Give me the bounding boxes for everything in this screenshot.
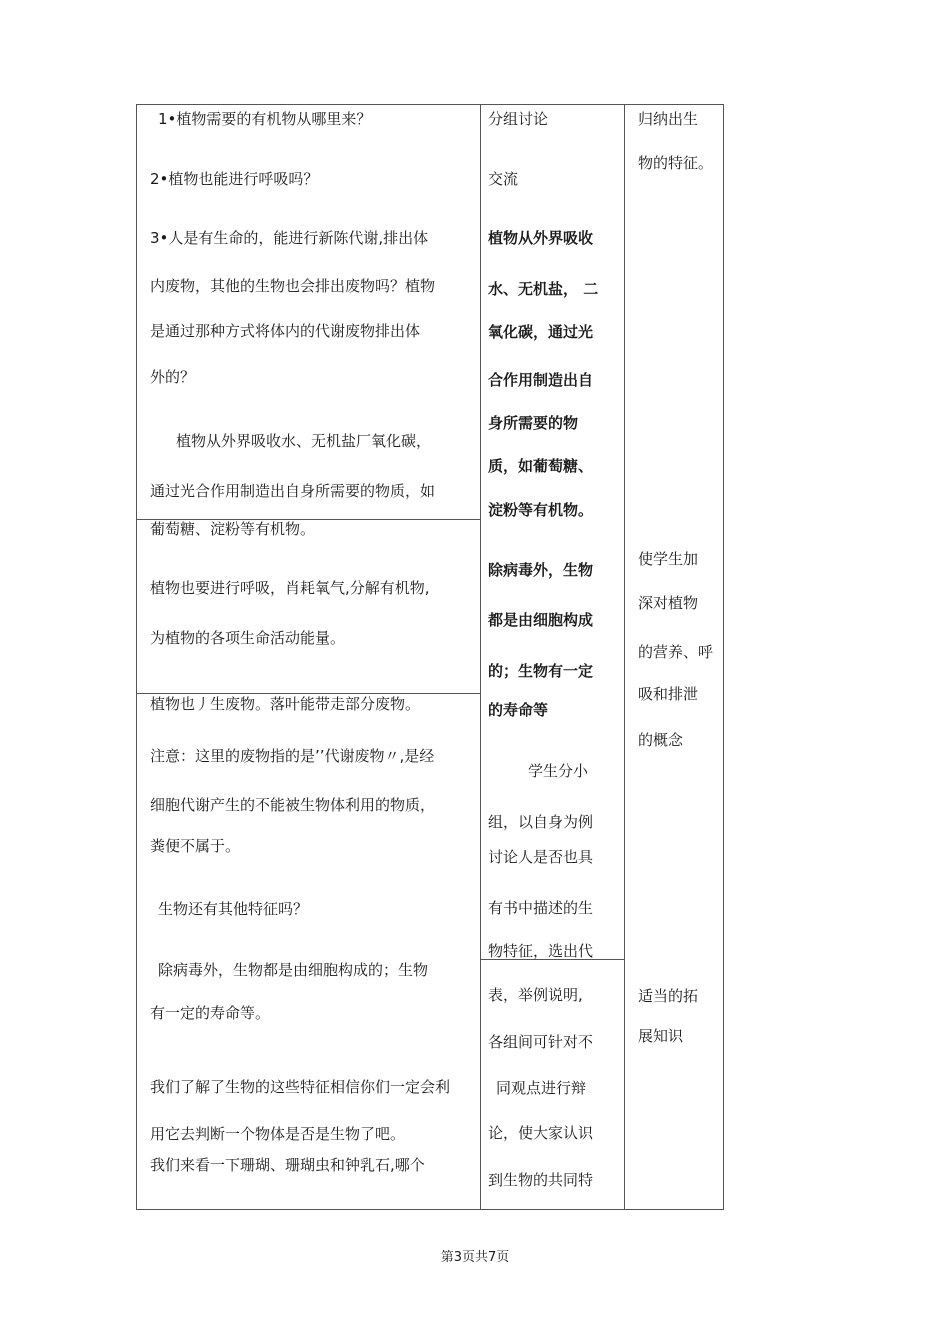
activity-description-line: 到生物的共同特 bbox=[488, 1171, 594, 1189]
purpose-line: 吸和排泄 bbox=[638, 685, 699, 703]
answer-4-line: 除病毒外，生物都是由细胞构成的；生物 bbox=[158, 961, 429, 979]
activity-answer-line: 合作用制造出自 bbox=[488, 371, 594, 389]
purpose-line: 使学生加 bbox=[638, 550, 699, 568]
answer-2-line: 为植物的各项生命活动能量。 bbox=[150, 629, 346, 647]
answer-3-line: 注意：这里的废物指的是’’代谢废物〃,是经 bbox=[150, 747, 435, 765]
answer-2-line: 植物也要进行呼吸，肖耗氧气,分解有机物, bbox=[150, 579, 430, 597]
question-3-line: 内废物，其他的生物也会排出废物吗？植物 bbox=[150, 277, 436, 295]
activity-answer-line: 氧化碳，通过光 bbox=[488, 323, 594, 341]
activity-answer-line: 质，如葡萄糖、 bbox=[488, 457, 594, 475]
activity-description-line: 各组间可针对不 bbox=[488, 1033, 594, 1051]
answer-4-line: 有一定的寿命等。 bbox=[150, 1004, 271, 1022]
closing-line: 我们了解了生物的这些特征相信你们一定会利 bbox=[150, 1078, 451, 1096]
column-divider-1 bbox=[480, 104, 481, 1210]
purpose-line: 展知识 bbox=[638, 1027, 684, 1045]
activity-answer-line: 淀粉等有机物。 bbox=[488, 501, 594, 519]
activity-description-line: 论，使大家认识 bbox=[488, 1124, 594, 1142]
answer-3-line: 细胞代谢产生的不能被生物体利用的物质， bbox=[150, 796, 436, 814]
purpose-line: 深对植物 bbox=[638, 594, 699, 612]
purpose-line: 的概念 bbox=[638, 731, 684, 749]
closing-line: 用它去判断一个物体是否是生物了吧。 bbox=[150, 1125, 406, 1143]
activity-answer-line: 的寿命等 bbox=[488, 701, 549, 719]
activity-description-line: 同观点进行辩 bbox=[496, 1079, 587, 1097]
question-3-line: 是通过那种方式将体内的代谢废物排出体 bbox=[150, 322, 421, 340]
activity-answer-line: 植物从外界吸收 bbox=[488, 229, 594, 247]
activity-description-line: 学生分小 bbox=[528, 762, 589, 780]
answer-1-line: 通过光合作用制造出自身所需要的物质，如 bbox=[150, 482, 436, 500]
question-3-line: 3•人是有生命的，能进行新陈代谢,排出体 bbox=[150, 229, 429, 247]
answer-1-line: 植物从外界吸收水、无机盐厂氧化碳， bbox=[176, 432, 432, 450]
activity-answer-line: 都是由细胞构成 bbox=[488, 611, 594, 629]
activity-label: 交流 bbox=[488, 170, 519, 188]
closing-line: 我们来看一下珊瑚、珊瑚虫和钟乳石,哪个 bbox=[150, 1156, 425, 1174]
question-2: 2•植物也能进行呼吸吗？ bbox=[150, 170, 319, 188]
table-frame bbox=[136, 104, 724, 1210]
row-divider-2 bbox=[136, 693, 480, 694]
activity-description-line: 讨论人是否也具 bbox=[488, 848, 594, 866]
activity-answer-line: 除病毒外，生物 bbox=[488, 561, 594, 579]
activity-description-line: 表，举例说明, bbox=[488, 986, 583, 1004]
column-divider-2 bbox=[624, 104, 625, 1210]
answer-3-line: 植物也丿生废物。落叶能带走部分废物。 bbox=[150, 695, 421, 713]
answer-1-line: 葡萄糖、淀粉等有机物。 bbox=[150, 520, 316, 538]
activity-answer-line: 的；生物有一定 bbox=[488, 662, 594, 680]
activity-description-line: 组，以自身为例 bbox=[488, 813, 594, 831]
activity-answer-line: 水、无机盐， 二 bbox=[488, 280, 599, 298]
answer-3-line: 粪便不属于。 bbox=[150, 837, 241, 855]
purpose-line: 适当的拓 bbox=[638, 987, 699, 1005]
purpose-line: 的营养、呼 bbox=[638, 643, 714, 661]
question-1: 1•植物需要的有机物从哪里来？ bbox=[158, 110, 372, 128]
activity-label: 分组讨论 bbox=[488, 110, 549, 128]
purpose-line: 物的特征。 bbox=[638, 154, 714, 172]
question-4: 生物还有其他特征吗？ bbox=[158, 900, 309, 918]
question-3-line: 外的？ bbox=[150, 368, 196, 386]
purpose-line: 归纳出生 bbox=[638, 110, 699, 128]
activity-description-line: 物特征，选出代 bbox=[488, 942, 594, 960]
activity-answer-line: 身所需要的物 bbox=[488, 414, 579, 432]
page-number: 第3页共7页 bbox=[440, 1250, 510, 1265]
activity-description-line: 有书中描述的生 bbox=[488, 899, 594, 917]
